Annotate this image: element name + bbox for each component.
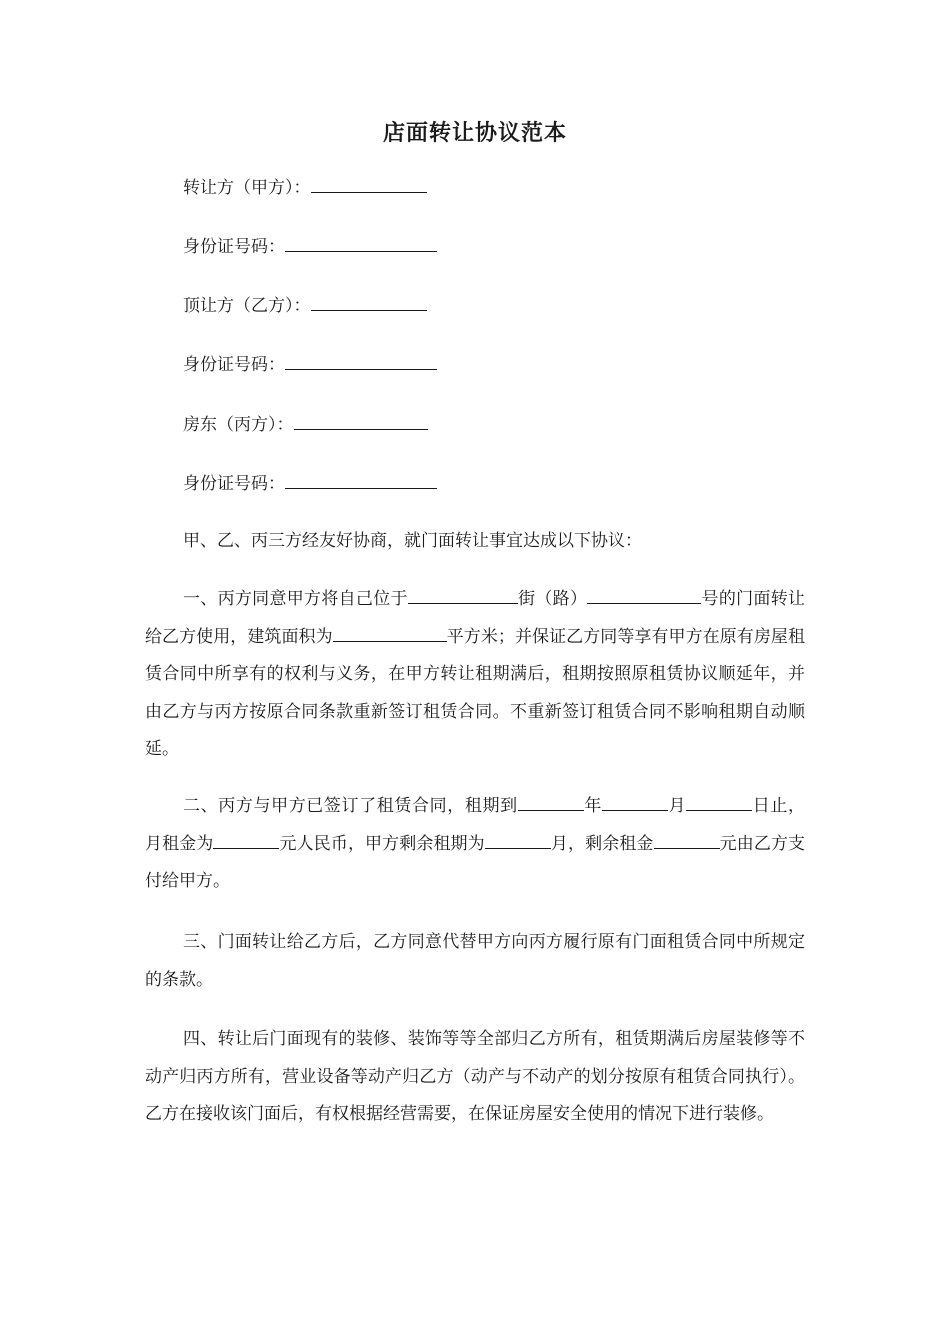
area-blank	[333, 623, 447, 642]
clause-2-text-e: 元人民币，甲方剩余租期为	[279, 833, 485, 854]
landlord-label: 房东（丙方）：	[183, 415, 294, 435]
clause-1	[145, 581, 805, 769]
number-blank	[587, 585, 701, 604]
transferee-id-field	[183, 351, 437, 377]
street-blank	[408, 585, 518, 604]
clause-1-text-d: 平方米；并保证乙方同等享有甲方在原有房屋租赁合同中所享有的权利与义务，在甲方转让租期满后，租期按照原租赁协议顺延年，并由乙方与丙方按原合同条款重新签订租赁合同。不重新签订租赁合同不影响租期自动顺延。	[145, 626, 805, 759]
transferor-label: 转让方（甲方）：	[183, 178, 311, 198]
transferee-id-label: 身份证号码：	[183, 355, 285, 375]
clause-1-text-a: 一、丙方同意甲方将自己位于	[183, 589, 408, 609]
remaining-rent-blank	[654, 830, 720, 849]
clause-2-text-a: 二、丙方与甲方已签订了租赁合同，租期到	[183, 796, 518, 816]
clause-2-text-c: 月	[667, 796, 687, 816]
clause-1-text-b: 街（路）	[517, 589, 588, 609]
transferor-id-label: 身份证号码：	[183, 237, 285, 257]
clause-2-text-g: 元由乙方支付给甲方。	[145, 833, 806, 891]
clause-1-text-c: 号的门面转让给乙方使用，建筑面积为	[145, 589, 806, 647]
landlord-id-blank	[285, 470, 437, 489]
year-blank	[518, 792, 584, 811]
monthly-rent-blank	[213, 830, 279, 849]
landlord-id-label: 身份证号码：	[183, 474, 285, 494]
landlord-field	[183, 411, 428, 437]
month-blank	[602, 792, 668, 811]
transferee-blank	[311, 292, 427, 311]
landlord-id-field	[183, 470, 437, 496]
clause-3: 三、门面转让给乙方后，乙方同意代替甲方向丙方履行原有门面租赁合同中所规定的条款。	[145, 932, 805, 990]
clause-2-text-f: 月，剩余租金	[550, 833, 654, 854]
transferee-id-blank	[285, 351, 437, 370]
clause-2	[145, 788, 805, 901]
transferor-blank	[311, 174, 427, 193]
landlord-blank	[294, 411, 428, 430]
clause-2-text-b: 年	[583, 796, 602, 816]
transferee-label: 顶让方（乙方）：	[183, 296, 311, 316]
remaining-term-blank	[485, 830, 551, 849]
document-title: 店面转让协议范本	[382, 120, 567, 146]
transferor-field	[183, 174, 427, 200]
intro-paragraph: 甲、乙、丙三方经友好协商，就门面转让事宜达成以下协议：	[183, 531, 642, 551]
clause-2-text-d: 日止，月租金为	[145, 796, 806, 854]
transferor-id-blank	[285, 233, 437, 252]
transferee-field	[183, 292, 427, 318]
clause-4: 四、转让后门面现有的装修、装饰等等全部归乙方所有，租赁期满后房屋装修等不动产归丙方所有，营业设备等动产归乙方（动产与不动产的划分按原有租赁合同执行）。乙方在接收该门面后，有权根据经营需要，在保证房屋安全使用的情况下进行装修。	[145, 1029, 805, 1124]
transferor-id-field	[183, 233, 437, 259]
day-blank	[686, 792, 752, 811]
